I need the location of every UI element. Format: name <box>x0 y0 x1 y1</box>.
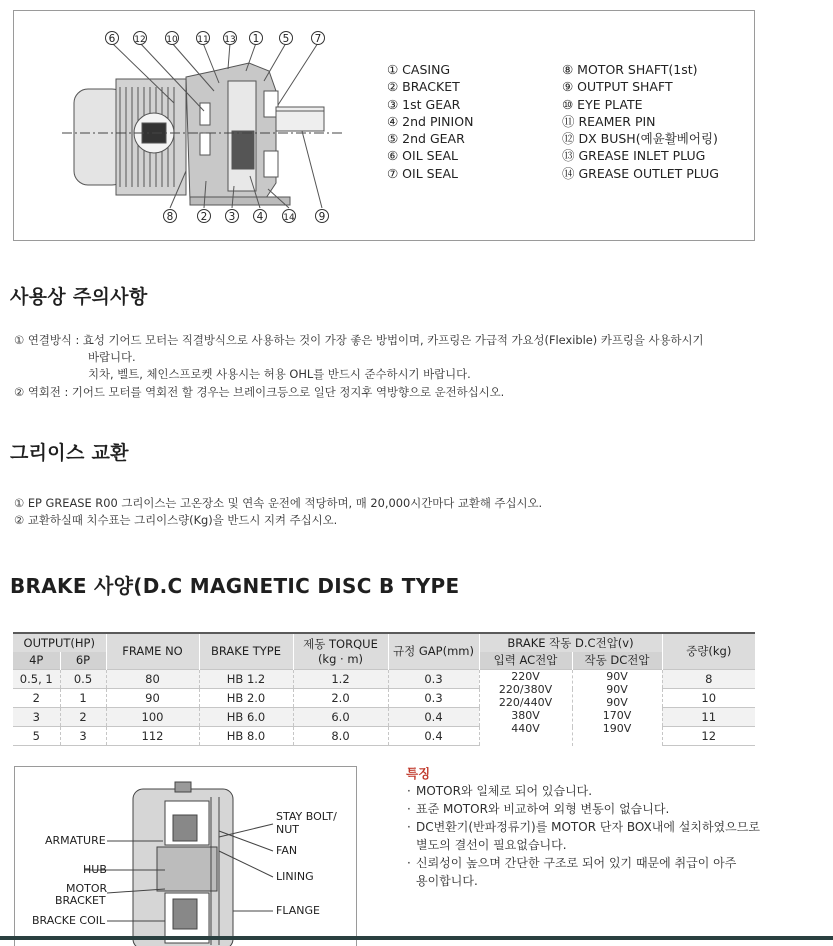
svg-text:4: 4 <box>256 211 264 223</box>
cell-torque: 1.2 <box>293 670 388 689</box>
callout-4 <box>254 210 267 224</box>
header-frame: FRAME NO <box>106 633 199 670</box>
svg-text:3: 3 <box>228 211 236 223</box>
part-item: ⑨ OUTPUT SHAFT <box>562 79 673 95</box>
header-weight: 중량(kg) <box>662 633 755 670</box>
usage-line-1: ① 연결방식 : 효성 기어드 모터는 직결방식으로 사용하는 것이 가장 좋은 방법이며, 카프링은 가급적 가요성(Flexible) 카프링을 사용하시기 <box>14 333 704 347</box>
label-fan: FAN <box>276 844 298 857</box>
dc-value: 90V <box>606 696 628 709</box>
part-item: ⑩ EYE PLATE <box>562 96 643 112</box>
svg-text:6: 6 <box>108 33 116 45</box>
label-bracke-coil: BRACKE COIL <box>32 914 106 927</box>
svg-text:10: 10 <box>166 35 178 45</box>
cell-gap: 0.3 <box>388 670 479 689</box>
features-list <box>406 782 760 890</box>
feature-item <box>406 854 760 890</box>
ac-value: 220/380V <box>498 683 553 696</box>
part-item: ① CASING <box>387 62 451 77</box>
geared-motor-cross-section <box>14 11 354 240</box>
label-motor: MOTOR <box>66 882 108 895</box>
svg-text:5: 5 <box>282 33 290 45</box>
header-torque-label: 제동 TORQUE <box>303 636 378 651</box>
svg-text:7: 7 <box>314 33 322 45</box>
grease-line-1: ① EP GREASE R00 그리이스는 고온장소 및 연속 운전에 적당하며, 매 20,000시간마다 교환해 주십시오. <box>14 496 543 510</box>
dc-value: 170V <box>602 709 632 722</box>
header-gap: 규정 GAP(mm) <box>388 633 479 670</box>
header-6p: 6P <box>60 652 106 670</box>
label-armature: ARMATURE <box>45 834 106 847</box>
part-item: ⑪ REAMER PIN <box>562 113 656 129</box>
svg-text:8: 8 <box>166 211 174 223</box>
table-row <box>13 670 755 689</box>
grease-line-2: ② 교환하실때 치수표는 그리이스량(Kg)을 반드시 지켜 주십시오. <box>14 513 338 528</box>
header-4p: 4P <box>13 652 60 670</box>
bottom-bar <box>0 936 833 940</box>
label-lining: LINING <box>276 870 314 883</box>
cell-6p: 3 <box>60 727 106 746</box>
usage-notes <box>14 332 704 401</box>
label-nut: NUT <box>276 823 299 836</box>
brake-spec-table <box>13 632 755 746</box>
part-item: ⑤ 2nd GEAR <box>387 131 465 147</box>
cell-type: HB 6.0 <box>199 708 293 727</box>
svg-text:13: 13 <box>224 35 236 45</box>
callout-10 <box>166 32 179 46</box>
part-item: ⑭ GREASE OUTLET PLUG <box>562 165 719 181</box>
part-item: ⑥ OIL SEAL <box>387 148 458 164</box>
cell-4p: 3 <box>13 708 60 727</box>
parts-list-right <box>562 61 719 182</box>
grease-title: 그리이스 교환 <box>10 442 129 464</box>
callout-9 <box>316 210 329 224</box>
cell-frame: 90 <box>106 689 199 708</box>
header-dc-voltage: 작동 DC전압 <box>572 652 662 670</box>
features-title: 특징 <box>406 766 431 781</box>
cell-4p: 2 <box>13 689 60 708</box>
usage-line-1-sub: 치차, 벨트, 체인스프로켓 사용시는 허용 OHL를 반드시 준수하시기 바랍니다. <box>88 367 471 382</box>
callout-7 <box>312 32 325 46</box>
cell-ac-voltages <box>479 670 572 746</box>
feature-item <box>406 818 760 854</box>
callout-2 <box>198 210 211 224</box>
dc-value: 190V <box>602 722 632 735</box>
feature-item-cont: 별도의 결선이 필요없습니다. <box>416 838 567 852</box>
cell-weight: 12 <box>662 727 755 746</box>
label-stay-bolt: STAY BOLT/ <box>276 810 337 823</box>
cell-torque: 2.0 <box>293 689 388 708</box>
callout-13 <box>224 32 237 46</box>
dc-value: 90V <box>606 683 628 696</box>
svg-text:9: 9 <box>318 211 326 223</box>
header-output: OUTPUT(HP) <box>13 633 106 652</box>
feature-item: · 표준 MOTOR와 비교하여 외형 변동이 없습니다. <box>406 800 760 818</box>
part-item: ② BRACKET <box>387 79 460 95</box>
part-item: ④ 2nd PINION <box>387 113 474 129</box>
feature-item-cont: 용이합니다. <box>416 874 478 888</box>
feature-item-text: · 신뢰성이 높으며 간단한 구조로 되어 있기 때문에 취급이 아주 <box>416 856 737 870</box>
grease-notes <box>14 495 542 529</box>
cell-4p: 0.5, 1 <box>13 670 60 689</box>
cell-weight: 8 <box>662 670 755 689</box>
header-ac-voltage: 입력 AC전압 <box>479 652 572 670</box>
label-flange: FLANGE <box>276 904 320 917</box>
svg-text:14: 14 <box>283 213 295 223</box>
usage-title: 사용상 주의사항 <box>10 286 148 308</box>
ac-value: 220V <box>511 670 540 683</box>
cell-torque: 6.0 <box>293 708 388 727</box>
label-bracket: BRACKET <box>55 894 106 907</box>
callout-1 <box>250 32 263 46</box>
brake-figure-box <box>14 766 357 946</box>
cell-gap: 0.4 <box>388 708 479 727</box>
feature-item-text: · DC변환기(반파정류기)를 MOTOR 단자 BOX내에 설치하였으므로 <box>416 820 760 834</box>
header-brake-type: BRAKE TYPE <box>199 633 293 670</box>
svg-text:12: 12 <box>134 35 146 45</box>
part-item: ③ 1st GEAR <box>387 96 461 112</box>
part-item: ⑫ DX BUSH(예윤활베어링) <box>562 131 718 147</box>
cell-gap: 0.3 <box>388 689 479 708</box>
cell-type: HB 1.2 <box>199 670 293 689</box>
cell-dc-voltages <box>572 670 662 746</box>
feature-item: · MOTOR와 일체로 되어 있습니다. <box>406 782 760 800</box>
ac-value: 440V <box>511 722 540 735</box>
ac-value: 380V <box>511 709 540 722</box>
header-torque-unit: (kg · m) <box>317 651 364 666</box>
cell-gap: 0.4 <box>388 727 479 746</box>
svg-text:11: 11 <box>197 35 209 45</box>
cell-weight: 11 <box>662 708 755 727</box>
cell-frame: 112 <box>106 727 199 746</box>
cell-weight: 10 <box>662 689 755 708</box>
part-item: ⑬ GREASE INLET PLUG <box>562 148 706 164</box>
cell-6p: 1 <box>60 689 106 708</box>
callout-11 <box>197 32 210 46</box>
cell-frame: 80 <box>106 670 199 689</box>
usage-line-2: ② 역회전 : 기어드 모터를 역회전 할 경우는 브레이크등으로 일단 정지후 역방향으로 운전하십시오. <box>14 384 505 399</box>
callout-8 <box>164 210 177 224</box>
cell-type: HB 8.0 <box>199 727 293 746</box>
usage-line-1-cont: 바랍니다. <box>88 350 136 365</box>
callout-3 <box>226 210 239 224</box>
cell-torque: 8.0 <box>293 727 388 746</box>
label-hub: HUB <box>83 863 107 876</box>
parts-list-left <box>387 61 473 182</box>
callout-6 <box>106 32 119 46</box>
callout-12 <box>134 32 147 46</box>
cell-frame: 100 <box>106 708 199 727</box>
dc-value: 90V <box>606 670 628 683</box>
callout-5 <box>280 32 293 46</box>
callout-14 <box>283 210 296 224</box>
brake-title: BRAKE 사양(D.C MAGNETIC DISC B TYPE <box>10 574 460 598</box>
cell-6p: 2 <box>60 708 106 727</box>
header-voltage: BRAKE 작동 D.C전압(v) <box>479 633 662 652</box>
ac-value: 220/440V <box>498 696 553 709</box>
cell-type: HB 2.0 <box>199 689 293 708</box>
svg-text:2: 2 <box>200 211 208 223</box>
svg-text:1: 1 <box>252 33 260 45</box>
cell-4p: 5 <box>13 727 60 746</box>
part-item: ⑧ MOTOR SHAFT(1st) <box>562 62 698 77</box>
cell-6p: 0.5 <box>60 670 106 689</box>
parts-figure-box <box>13 10 755 241</box>
header-torque <box>293 633 388 670</box>
part-item: ⑦ OIL SEAL <box>387 165 458 181</box>
